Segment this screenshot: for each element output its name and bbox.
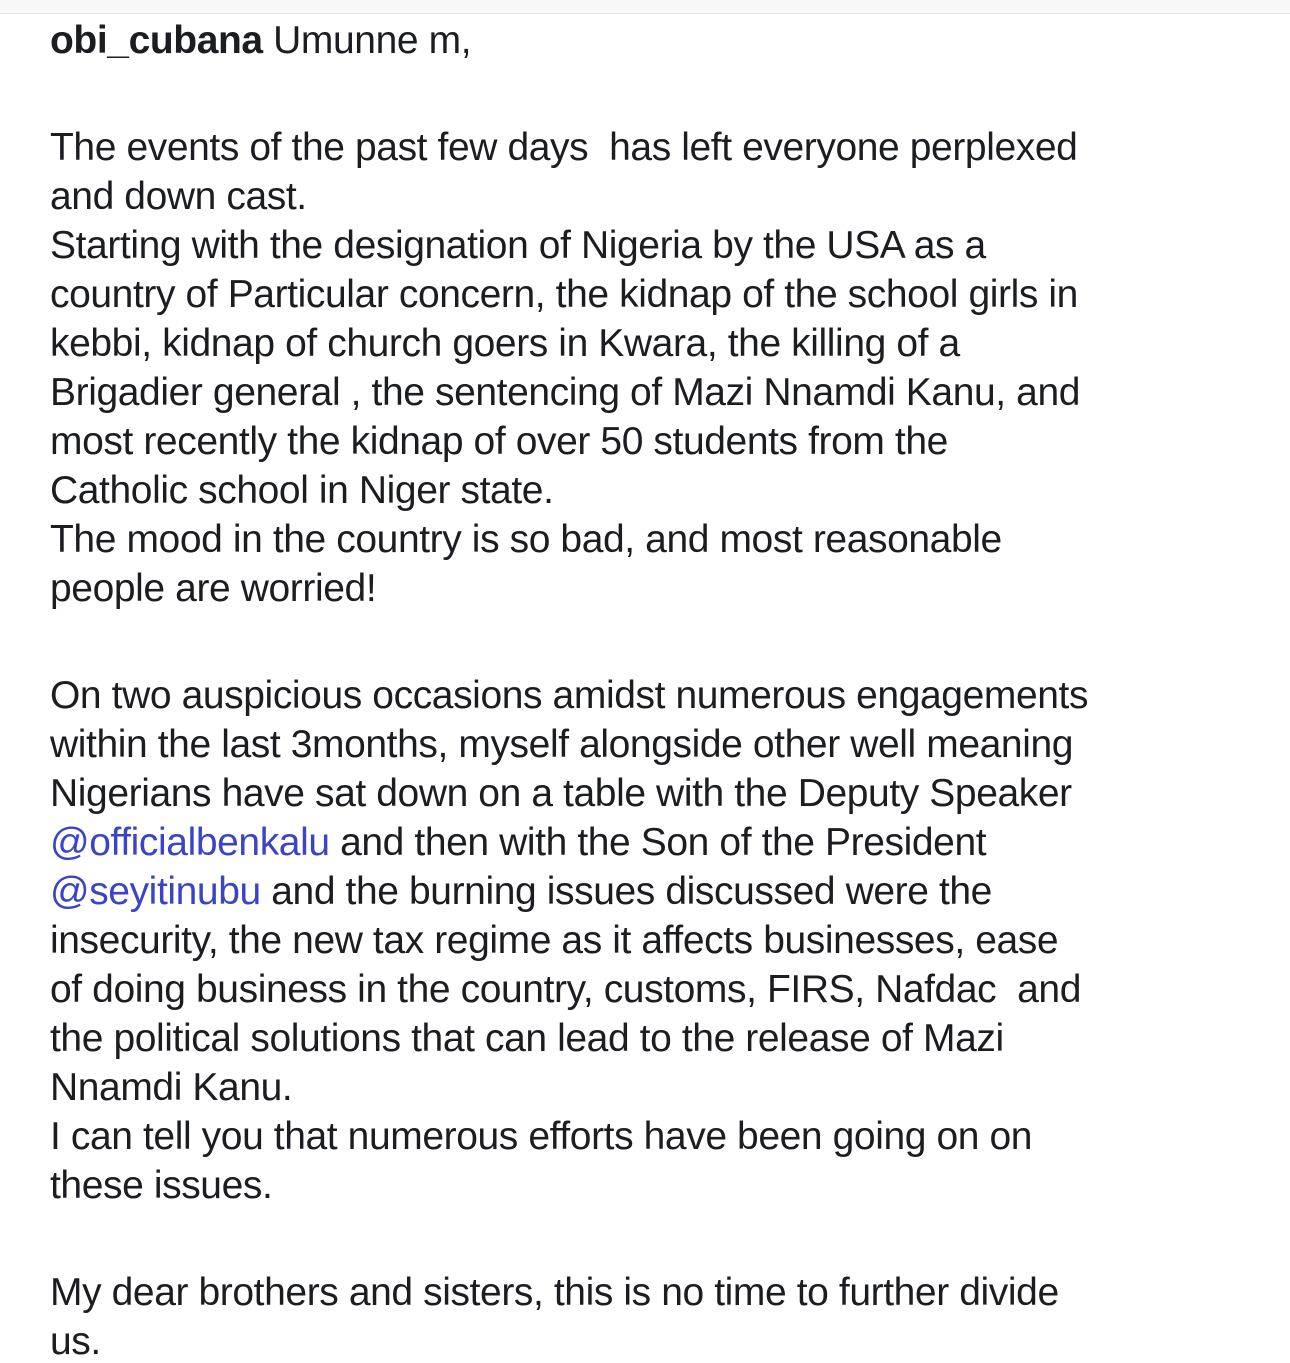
caption-line <box>50 1317 1246 1363</box>
caption-line <box>50 172 1246 221</box>
caption-line <box>50 965 1246 1014</box>
caption-text-segment: On two auspicious occasions amidst numerous engagements <box>50 674 1089 717</box>
caption-text-segment: The events of the past few days has left everyone perplexed <box>50 126 1078 169</box>
caption-text-segment: and then with the Son of the President <box>329 821 987 864</box>
mention-link[interactable]: @seyitinubu <box>50 870 261 913</box>
caption-text-segment: kebbi, kidnap of church goers in Kwara, the killing of a <box>50 322 960 365</box>
caption-text-segment: most recently the kidnap of over 50 students from the <box>50 420 948 463</box>
caption-line <box>50 515 1246 564</box>
caption-line <box>50 221 1246 270</box>
caption-line <box>50 564 1246 613</box>
caption-text-segment: Starting with the designation of Nigeria by the USA as a <box>50 224 986 267</box>
caption-line <box>50 319 1246 368</box>
username-link[interactable]: obi_cubana <box>50 19 263 62</box>
caption-text-segment: and down cast. <box>50 175 307 218</box>
blank-line <box>50 1210 1246 1268</box>
caption-text-segment: these issues. <box>50 1164 273 1207</box>
caption-text-segment: Brigadier general , the sentencing of Mazi Nnamdi Kanu, and <box>50 371 1081 414</box>
caption-line <box>50 466 1246 515</box>
caption-text-segment: us. <box>50 1320 101 1363</box>
top-divider <box>0 0 1290 14</box>
caption-text-segment: Catholic school in Niger state. <box>50 469 554 512</box>
caption-text-segment: The mood in the country is so bad, and most reasonable <box>50 518 1002 561</box>
caption-line <box>50 720 1246 769</box>
caption-line <box>50 769 1246 818</box>
caption-text-segment: within the last 3months, myself alongside other well meaning <box>50 723 1074 766</box>
caption-text-segment: Nnamdi Kanu. <box>50 1066 293 1109</box>
caption-line <box>50 916 1246 965</box>
blank-line <box>50 613 1246 671</box>
caption-line <box>50 671 1246 720</box>
caption-text-segment: Nigerians have sat down on a table with the Deputy Speaker <box>50 772 1072 815</box>
caption-line <box>50 16 1246 65</box>
caption-line <box>50 417 1246 466</box>
caption-text-segment: insecurity, the new tax regime as it affects businesses, ease <box>50 919 1059 962</box>
mention-link[interactable]: @officialbenkalu <box>50 821 330 864</box>
caption-text-segment: I can tell you that numerous efforts have been going on on <box>50 1115 1033 1158</box>
caption-line <box>50 270 1246 319</box>
caption-text-segment: and the burning issues discussed were the <box>260 870 992 913</box>
caption-text-segment: the political solutions that can lead to the release of Mazi <box>50 1017 1004 1060</box>
caption-line <box>50 1268 1246 1317</box>
caption-text-segment: country of Particular concern, the kidnap of the school girls in <box>50 273 1078 316</box>
caption-line <box>50 818 1246 867</box>
caption-line <box>50 123 1246 172</box>
blank-line <box>50 65 1246 123</box>
caption-text-segment: Umunne m, <box>262 19 472 62</box>
caption-line <box>50 1014 1246 1063</box>
caption-line <box>50 1161 1246 1210</box>
caption-text-segment: of doing business in the country, customs, FIRS, Nafdac and <box>50 968 1081 1011</box>
caption-line <box>50 368 1246 417</box>
caption-text-segment: My dear brothers and sisters, this is no time to further divide <box>50 1271 1059 1314</box>
caption-line <box>50 867 1246 916</box>
caption-text-segment: people are worried! <box>50 567 377 610</box>
caption-line <box>50 1063 1246 1112</box>
caption-line <box>50 1112 1246 1161</box>
post-caption <box>0 14 1290 1363</box>
